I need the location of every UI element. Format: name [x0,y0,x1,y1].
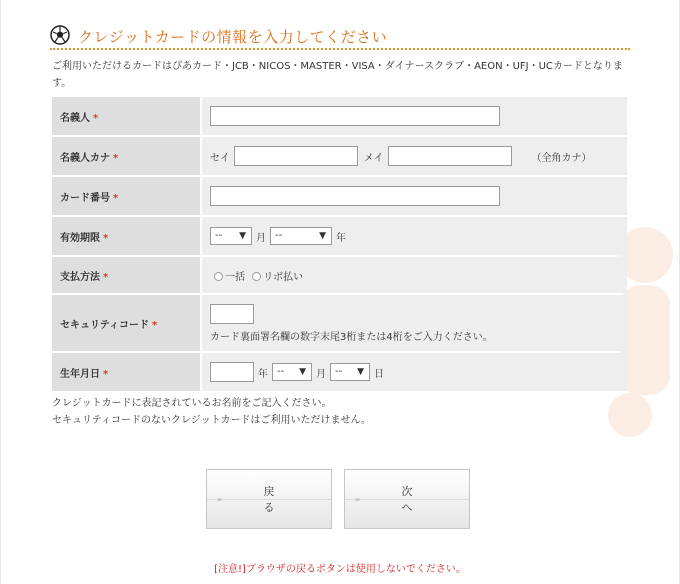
section-heading [50,24,630,50]
required-mark: * [113,152,119,164]
form-row-payment [52,257,627,293]
mei-label: メイ [363,152,384,164]
required-mark: * [152,319,158,331]
security-code-note: カード裏面署名欄の数字末尾3桁または4桁をご入力ください。 [210,331,493,343]
field-label: カード番号 * [52,177,202,215]
required-mark: * [113,192,119,204]
soccer-ball-icon [50,25,70,45]
next-arrow-icon: » [355,495,360,504]
dropdown-arrow-icon: ▼ [299,367,306,377]
browser-back-warning: [注意!]ブラウザの戻るボタンは使用しないでください。 [214,564,466,575]
kana-sei-input[interactable] [234,146,358,166]
dropdown-arrow-icon: ▼ [239,231,246,241]
next-button[interactable] [344,469,470,529]
year-unit: 年 [336,232,346,244]
required-mark: * [103,232,109,244]
card-number-input[interactable] [210,186,500,206]
page-title: クレジットカードの情報を入力してください [78,28,388,46]
sei-label: セイ [210,152,230,164]
security-code-input[interactable] [210,304,254,324]
form-row-card-number [52,177,627,215]
required-mark: * [103,368,109,380]
back-button-label: 戻る [263,485,275,514]
field-label: セキュリティコード * [52,295,202,351]
day-unit: 日 [374,368,384,380]
payment-lump-label: 一括 [225,271,245,283]
expiry-month-select[interactable]: -- ▼ [210,227,252,245]
accepted-cards-text: ご利用いただけるカードはぴあカード・JCB・NICOS・MASTER・VISA・ダイナースクラブ・AEON・UFJ・UCカードとなります。 [52,61,623,89]
birth-month-select[interactable]: -- ▼ [272,363,312,381]
month-unit: 月 [256,232,266,244]
back-arrow-icon: » [217,495,222,504]
field-label: 名義人カナ * [52,137,202,175]
note-name-as-on-card: クレジットカードに表記されているお名前をご記入ください。 [52,398,332,409]
form-row-kana [52,137,627,175]
cardholder-name-input[interactable] [210,106,500,126]
field-label: 有効期限 * [52,217,202,255]
kana-mei-input[interactable] [388,146,512,166]
dropdown-arrow-icon: ▼ [319,231,326,241]
field-label: 名義人 * [52,97,202,135]
required-mark: * [93,112,99,124]
payment-revolving-label: リボ払い [263,271,304,283]
back-button[interactable] [206,469,332,529]
note-security-code-required: セキュリティコードのないクレジットカードはご利用いただけません。 [52,415,372,426]
required-mark: * [103,271,109,283]
year-unit: 年 [258,368,268,380]
field-label: 支払方法 * [52,257,202,293]
form-row-birthdate [52,353,627,391]
next-button-label: 次へ [401,485,413,514]
page-border-left [0,0,1,584]
expiry-year-select[interactable]: -- ▼ [270,227,332,245]
form-row-security-code [52,295,627,351]
month-unit: 月 [316,368,326,380]
payment-lump-radio[interactable] [214,272,223,281]
kana-hint: （全角カナ） [531,152,592,164]
dropdown-arrow-icon: ▼ [357,367,364,377]
form-notes [52,395,371,429]
payment-revolving-radio[interactable] [252,272,261,281]
form-row-name [52,97,627,135]
birth-day-select[interactable]: -- ▼ [330,363,370,381]
credit-card-form [52,95,627,393]
birth-year-input[interactable] [210,362,254,382]
form-row-expiry [52,217,627,255]
field-label: 生年月日 * [52,353,202,391]
